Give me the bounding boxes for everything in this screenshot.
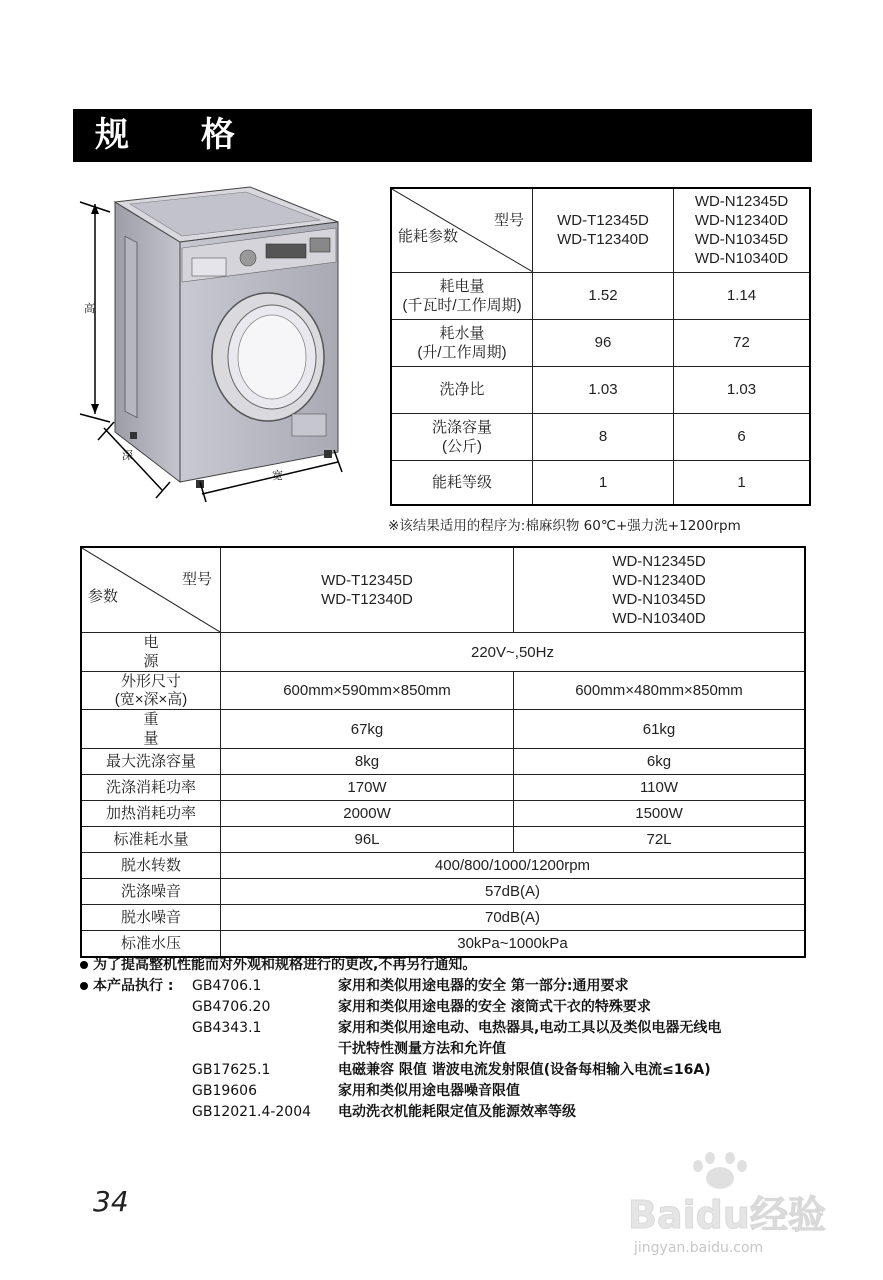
spec-row-label: 洗涤消耗功率 <box>81 775 221 801</box>
spec-row-label: 重 量 <box>81 710 221 749</box>
spec-row <box>81 853 805 879</box>
standard-desc: 家用和类似用途电器的安全 第一部分:通用要求 <box>338 978 629 994</box>
spec-row <box>81 672 805 710</box>
model-name: WD-T12345D <box>321 572 413 589</box>
energy-row <box>391 272 810 319</box>
spec-row <box>81 931 805 958</box>
energy-row-label: 耗水量 (升/工作周期) <box>391 319 533 366</box>
watermark-brand: Baidu经验 <box>628 1193 826 1237</box>
model-name: WD-N12340D <box>694 212 789 230</box>
spec-row-label: 洗涤噪音 <box>81 879 221 905</box>
model-name: WD-N12345D <box>694 193 789 211</box>
spec-row <box>81 775 805 801</box>
spec-value: 600mm×590mm×850mm <box>221 672 514 710</box>
spec-row-label: 标准耗水量 <box>81 827 221 853</box>
bullet-icon <box>80 961 88 969</box>
spec-row <box>81 827 805 853</box>
bullet-icon <box>80 982 88 990</box>
energy-value: 1.52 <box>533 272 674 319</box>
energy-row <box>391 460 810 505</box>
spec-value-merged: 220V~,50Hz <box>221 633 806 672</box>
model-name: WD-N10340D <box>694 250 789 268</box>
spec-row-label: 标准水压 <box>81 931 221 958</box>
spec-row <box>81 710 805 749</box>
energy-table-header-corner <box>391 188 533 272</box>
spec-value: 6kg <box>514 749 806 775</box>
standard-row <box>80 997 840 1018</box>
spec-row <box>81 749 805 775</box>
spec-value: 170W <box>221 775 514 801</box>
model-name: WD-T12340D <box>557 231 649 249</box>
energy-value: 1.14 <box>674 272 811 319</box>
standard-desc: 家用和类似用途电器的安全 滚筒式干衣的特殊要求 <box>338 999 651 1015</box>
model-name: WD-N10345D <box>694 231 789 249</box>
energy-row <box>391 319 810 366</box>
standard-code: GB4706.20 <box>192 999 271 1015</box>
energy-value: 1 <box>674 460 811 505</box>
standard-row <box>80 976 840 997</box>
spec-value-merged: 57dB(A) <box>221 879 806 905</box>
energy-row-label: 洗涤容量 (公斤) <box>391 413 533 460</box>
energy-value: 6 <box>674 413 811 460</box>
standard-row <box>80 1039 840 1060</box>
spec-row-label: 电 源 <box>81 633 221 672</box>
energy-header-model: 型号 <box>493 212 524 229</box>
standard-row <box>80 1060 840 1081</box>
spec-header-param: 参数 <box>88 588 119 605</box>
spec-value: 72L <box>514 827 806 853</box>
energy-value: 8 <box>533 413 674 460</box>
energy-table-note: ※该结果适用的程序为:棉麻织物 60℃+强力洗+1200rpm <box>388 518 741 534</box>
standard-code: GB17625.1 <box>192 1062 271 1078</box>
paw-icon <box>693 1152 747 1189</box>
spec-col1-models <box>221 547 514 633</box>
energy-col2-models <box>674 188 811 272</box>
standard-desc: 电磁兼容 限值 谐波电流发射限值(设备每相输入电流≤16A) <box>338 1062 711 1078</box>
spec-row <box>81 633 805 672</box>
spec-value: 1500W <box>514 801 806 827</box>
standard-row <box>80 1018 840 1039</box>
spec-header-model: 型号 <box>181 571 212 588</box>
notes-section <box>80 955 840 1123</box>
energy-row <box>391 413 810 460</box>
spec-value: 600mm×480mm×850mm <box>514 672 806 710</box>
energy-value: 1.03 <box>674 366 811 413</box>
standard-desc: 家用和类似用途电器噪音限值 <box>338 1083 520 1099</box>
spec-row-label: 脱水转数 <box>81 853 221 879</box>
spec-value: 96L <box>221 827 514 853</box>
spec-row <box>81 879 805 905</box>
spec-table <box>80 546 806 958</box>
spec-value: 8kg <box>221 749 514 775</box>
spec-row <box>81 801 805 827</box>
energy-value: 1 <box>533 460 674 505</box>
energy-row-label: 能耗等级 <box>391 460 533 505</box>
baidu-watermark-logo <box>600 1150 840 1260</box>
spec-row-label: 外形尺寸 (宽×深×高) <box>81 672 221 710</box>
spec-value: 110W <box>514 775 806 801</box>
model-name: WD-N12345D <box>612 553 706 570</box>
notice-line <box>80 955 840 976</box>
model-name: WD-T12340D <box>321 591 413 608</box>
spec-value-merged: 400/800/1000/1200rpm <box>221 853 806 879</box>
spec-table-header-corner <box>81 547 221 633</box>
height-label: 高 <box>84 302 95 315</box>
energy-col1-models <box>533 188 674 272</box>
spec-col2-models <box>514 547 806 633</box>
spec-value: 67kg <box>221 710 514 749</box>
spec-value: 61kg <box>514 710 806 749</box>
standard-code: GB4706.1 <box>192 978 262 994</box>
standard-code: GB19606 <box>192 1083 257 1099</box>
notice-text: 为了提高整机性能而对外观和规格进行的更改,不再另行通知。 <box>93 957 477 973</box>
width-label: 宽 <box>272 469 283 482</box>
washing-machine-illustration <box>70 182 370 502</box>
spec-row-label: 脱水噪音 <box>81 905 221 931</box>
model-name: WD-N12340D <box>612 572 706 589</box>
spec-row <box>81 905 805 931</box>
standard-code: GB4343.1 <box>192 1020 262 1036</box>
energy-header-param: 能耗参数 <box>398 227 459 245</box>
standard-desc: 家用和类似用途电动、电热器具,电动工具以及类似电器无线电 <box>338 1020 722 1036</box>
energy-value: 1.03 <box>533 366 674 413</box>
energy-row <box>391 366 810 413</box>
model-name: WD-N10340D <box>612 610 706 627</box>
energy-row-label: 洗净比 <box>391 366 533 413</box>
standard-row <box>80 1081 840 1102</box>
spec-value-merged: 70dB(A) <box>221 905 806 931</box>
spec-value-merged: 30kPa~1000kPa <box>221 931 806 958</box>
model-name: WD-T12345D <box>557 212 649 230</box>
energy-value: 72 <box>674 319 811 366</box>
depth-label: 深 <box>122 449 133 462</box>
spec-row-label: 加热消耗功率 <box>81 801 221 827</box>
page-number: 34 <box>93 1185 129 1218</box>
energy-row-label: 耗电量 (千瓦时/工作周期) <box>391 272 533 319</box>
standards-lead: 本产品执行 : <box>80 976 173 997</box>
standard-desc: 干扰特性测量方法和允许值 <box>338 1041 506 1057</box>
watermark-url: jingyan.baidu.com <box>634 1240 764 1256</box>
page-title: 规 格 <box>73 109 812 162</box>
energy-table <box>390 187 811 506</box>
standard-code: GB12021.4-2004 <box>192 1104 312 1120</box>
model-name: WD-N10345D <box>612 591 706 608</box>
spec-row-label: 最大洗涤容量 <box>81 749 221 775</box>
energy-value: 96 <box>533 319 674 366</box>
standard-desc: 电动洗衣机能耗限定值及能源效率等级 <box>338 1104 576 1120</box>
spec-value: 2000W <box>221 801 514 827</box>
standard-row <box>80 1102 840 1123</box>
